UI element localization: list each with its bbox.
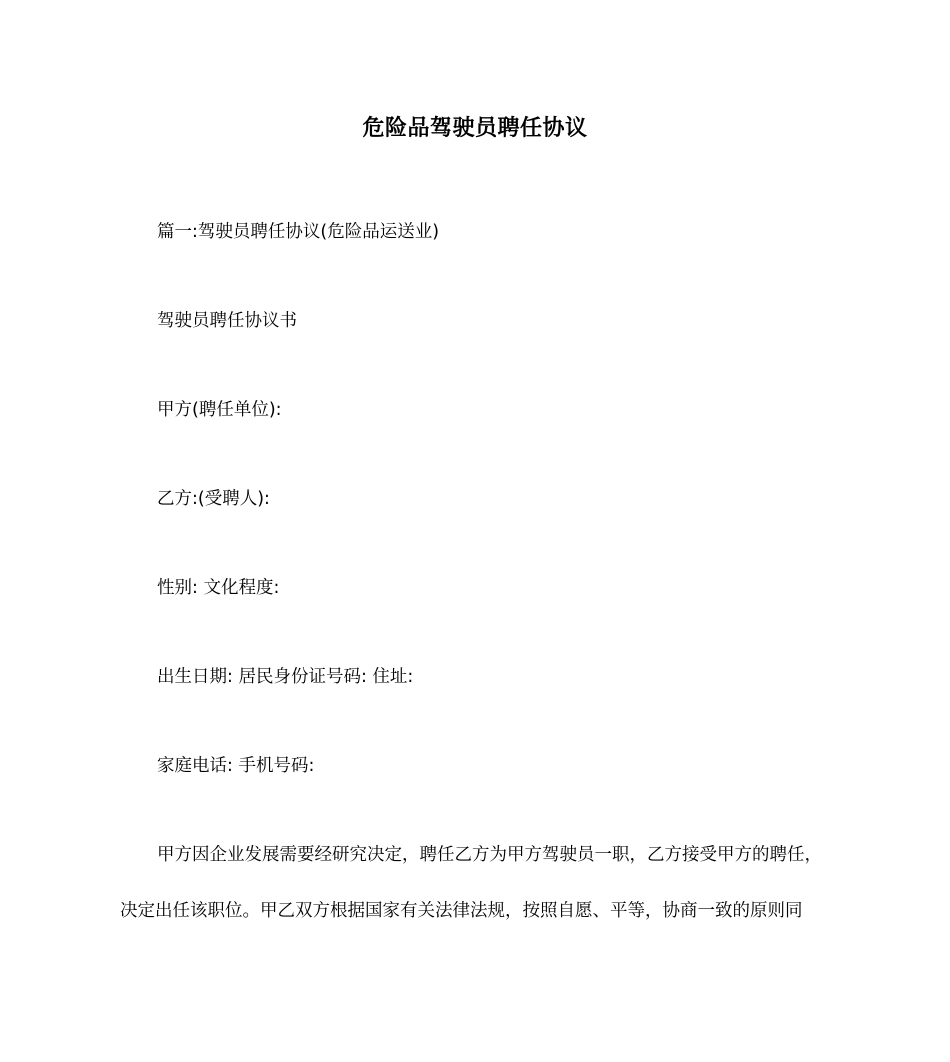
party-a-field: 甲方(聘任单位): xyxy=(157,400,282,420)
paragraph-line-2: 决定出任该职位。甲乙双方根据国家有关法律法规，按照自愿、平等，协商一致的原则同 xyxy=(120,901,803,921)
document-title: 危险品驾驶员聘任协议 xyxy=(362,116,588,141)
section-heading: 篇一:驾驶员聘任协议(危险品运送业) xyxy=(157,222,440,242)
gender-education-field: 性别: 文化程度: xyxy=(157,578,280,598)
party-b-field: 乙方:(受聘人): xyxy=(157,489,270,509)
birth-id-address-field: 出生日期: 居民身份证号码: 住址: xyxy=(157,667,414,687)
phone-field: 家庭电话: 手机号码: xyxy=(157,756,315,776)
agreement-name: 驾驶员聘任协议书 xyxy=(157,311,297,331)
paragraph-line-1: 甲方因企业发展需要经研究决定，聘任乙方为甲方驾驶员一职，乙方接受甲方的聘任， xyxy=(157,845,822,865)
